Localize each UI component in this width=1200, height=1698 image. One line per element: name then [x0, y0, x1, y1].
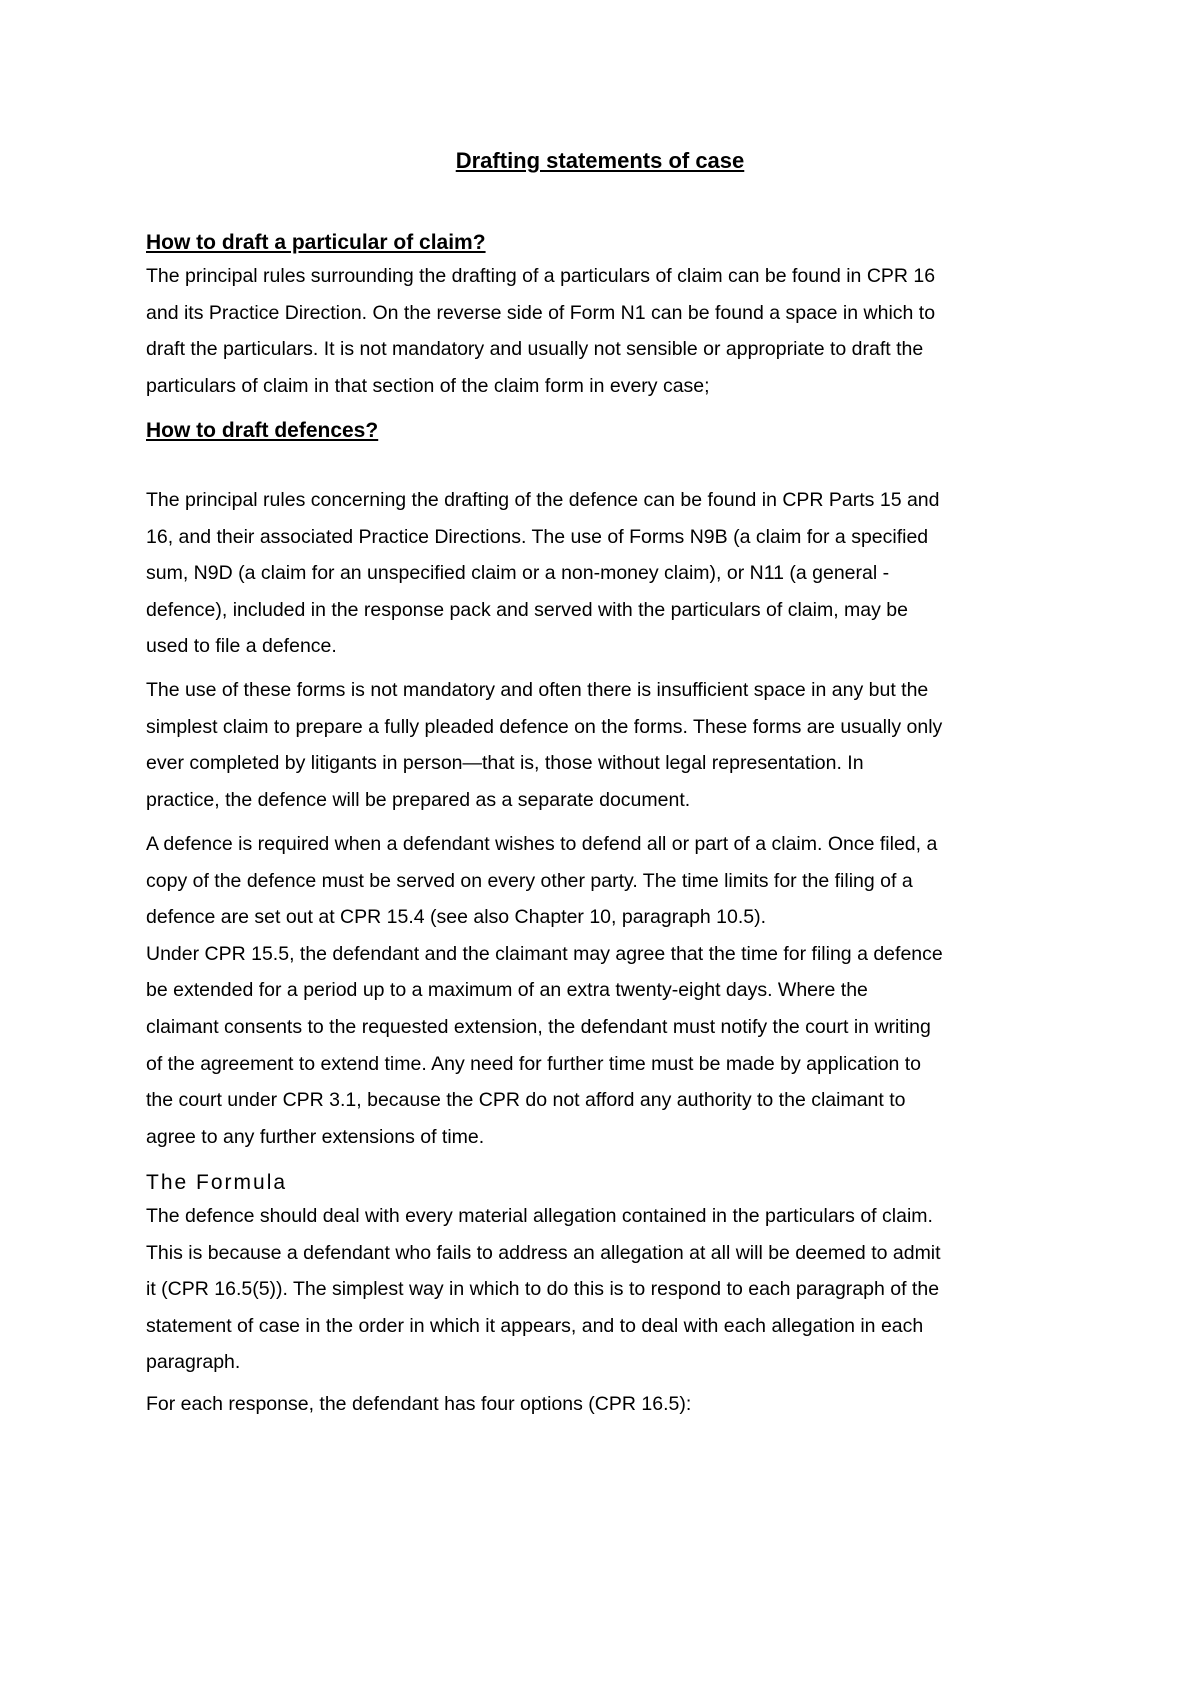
text-line: agree to any further extensions of time. [146, 1125, 485, 1148]
text-line: particulars of claim in that section of the claim form in every case; [146, 374, 710, 397]
text-line: it (CPR 16.5(5)). The simplest way in which to do this is to respond to each paragraph of the [146, 1278, 940, 1301]
paragraph-four-options [146, 1386, 1066, 1423]
text-line: The principal rules surrounding the drafting of a particulars of claim can be found in CPR 16 [146, 265, 936, 287]
text-line: The principal rules concerning the drafting of the defence can be found in CPR Parts 15 and [146, 489, 940, 511]
heading-defences: How to draft defences? [146, 419, 379, 442]
text-line: defence are set out at CPR 15.4 (see also Chapter 10, paragraph 10.5). [146, 906, 767, 929]
text-line: paragraph. [146, 1351, 241, 1374]
text-line: defence), included in the response pack and served with the particulars of claim, may be [146, 598, 908, 621]
text-line: This is because a defendant who fails to address an allegation at all will be deemed to admit [146, 1241, 941, 1264]
text-line: sum, N9D (a claim for an unspecified claim or a non-money claim), or N11 (a general - [146, 562, 890, 585]
paragraph-forms-use [146, 672, 1066, 818]
text-line: simplest claim to prepare a fully pleaded defence on the forms. These forms are usually only [146, 715, 943, 738]
text-line: The defence should deal with every material allegation contained in the particulars of claim. [146, 1205, 933, 1227]
heading-particular-of-claim: How to draft a particular of claim? [146, 231, 486, 254]
text-line: draft the particulars. It is not mandatory and usually not sensible or appropriate to draft the [146, 338, 924, 361]
paragraph-formula [146, 1198, 1066, 1381]
paragraph-defence-required [146, 826, 1066, 1155]
text-line: be extended for a period up to a maximum of an extra twenty-eight days. Where the [146, 979, 868, 1002]
text-line: ever completed by litigants in person—that is, those without legal representation. In [146, 752, 864, 775]
paragraph-defence-rules [146, 482, 1066, 665]
text-line: copy of the defence must be served on every other party. The time limits for the filing of a [146, 869, 913, 892]
text-line: statement of case in the order in which it appears, and to deal with each allegation in each [146, 1314, 924, 1337]
heading-the-formula: The Formula [146, 1171, 288, 1194]
text-line: and its Practice Direction. On the reverse side of Form N1 can be found a space in which to [146, 301, 936, 324]
text-line: For each response, the defendant has four options (CPR 16.5): [146, 1393, 692, 1415]
text-line: Under CPR 15.5, the defendant and the claimant may agree that the time for filing a defence [146, 942, 943, 965]
text-line: claimant consents to the requested extension, the defendant must notify the court in writing [146, 1015, 931, 1038]
text-line: The use of these forms is not mandatory and often there is insufficient space in any but the [146, 679, 929, 701]
text-line: used to file a defence. [146, 635, 337, 658]
text-line: practice, the defence will be prepared as a separate document. [146, 788, 691, 811]
text-line: of the agreement to extend time. Any need for further time must be made by application to [146, 1052, 922, 1075]
document-title: Drafting statements of case [455, 148, 745, 173]
text-line: the court under CPR 3.1, because the CPR do not afford any authority to the claimant to [146, 1089, 906, 1112]
text-line: A defence is required when a defendant wishes to defend all or part of a claim. Once filed, a [146, 833, 938, 855]
text-line: 16, and their associated Practice Directions. The use of Forms N9B (a claim for a specified [146, 525, 929, 548]
paragraph-particulars-of-claim [146, 258, 1066, 404]
